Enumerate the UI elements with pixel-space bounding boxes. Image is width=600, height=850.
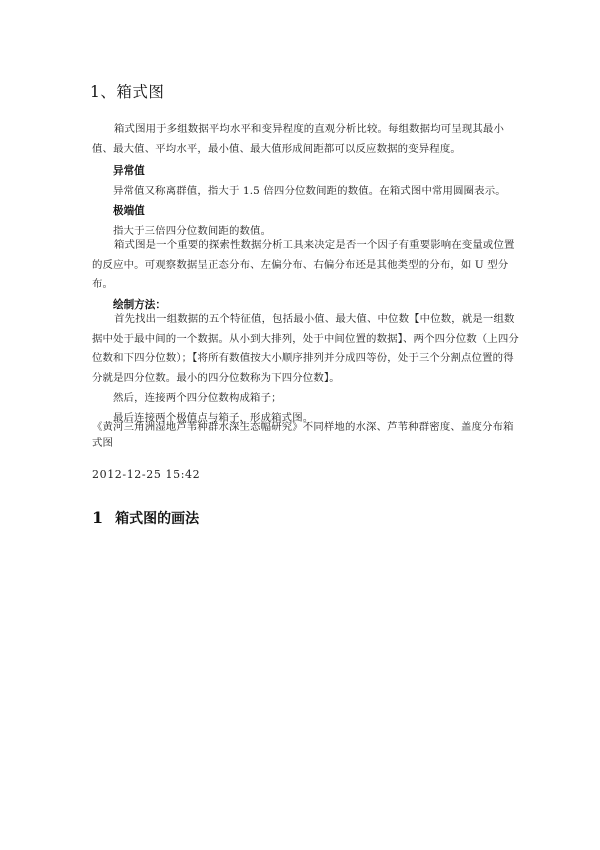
section2-heading	[92, 508, 199, 528]
timestamp: 2012-12-25 15:42	[92, 468, 201, 481]
section2-number: 1	[92, 508, 104, 527]
figure-caption: 《黄河三角洲湿地芦苇种群水深生态幅研究》不同样地的水深、芦苇种群密度、盖度分布箱式图	[92, 421, 514, 449]
method-title: 绘制方法：	[113, 299, 166, 311]
outlier-title: 异常值	[113, 165, 145, 177]
explore-paragraph: 箱式图是一个重要的探索性数据分析工具来决定是否一个因子有重要影响在变量或位置的反应中。可观察数据呈正态分布、左偏分布、右偏分布还是其他类型的分布，如 U 型分布。	[92, 239, 515, 290]
extreme-title: 极端值	[113, 205, 145, 217]
section2-title: 箱式图的画法	[115, 511, 200, 527]
method-step3: 最后连接两个极值点与箱子，形成箱式图。	[113, 412, 314, 424]
method-step2: 然后，连接两个四分位数构成箱子；	[113, 392, 282, 404]
intro-paragraph: 箱式图用于多组数据平均水平和变异程度的直观分析比较。每组数据均可呈现其最小值、最大值、平均水平，最小值、最大值形成间距都可以反应数据的变异程度。	[92, 123, 504, 155]
section-heading: 1、箱式图	[90, 83, 165, 101]
extreme-text: 指大于三倍四分位数间距的数值。	[113, 225, 272, 237]
outlier-text: 异常值又称离群值，指大于 1.5 倍四分位数间距的数值。在箱式图中常用圆圈表示。	[113, 185, 506, 197]
method-step1: 首先找出一组数据的五个特征值，包括最小值、最大值、中位数【中位数，就是一组数据中处于最中间的一个数据。从小到大排列，处于中间位置的数据】、两个四分位数（上四分位数和下四分位数）；【将所有数值按大小顺序排列并分成四等份，处于三个分割点位置的得分就是四分位数。最小的四分位数称为下四分位数】。	[92, 313, 519, 384]
